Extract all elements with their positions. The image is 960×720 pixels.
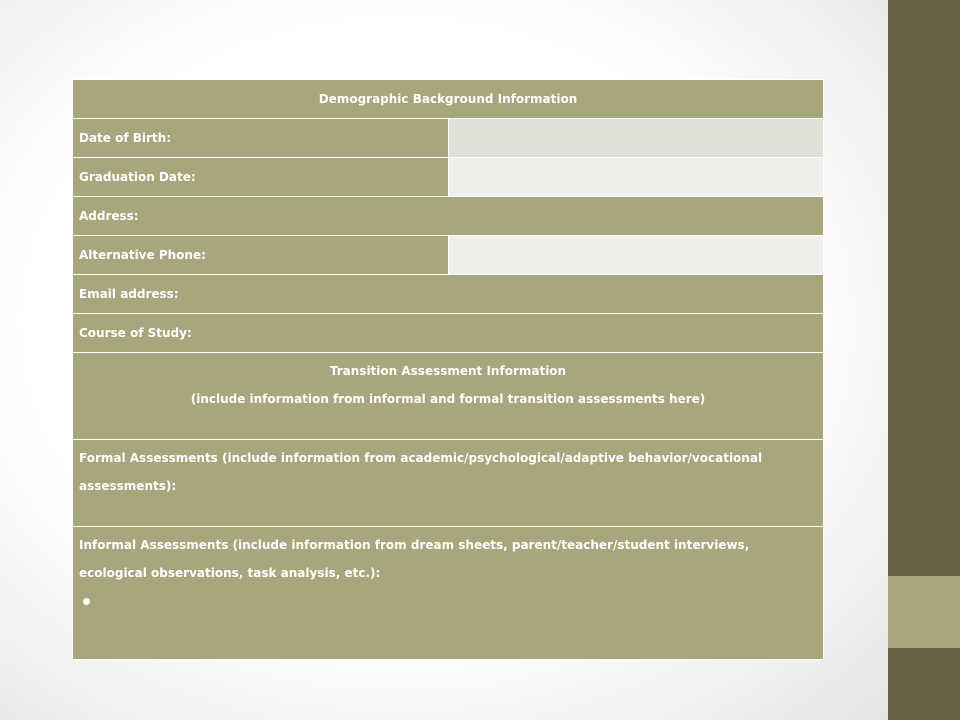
table-header-row: [73, 80, 824, 119]
course-of-study-label: Course of Study:: [73, 314, 824, 353]
informal-assessments-cell: [73, 527, 824, 660]
graduation-date-row: [73, 158, 824, 197]
graduation-date-label: Graduation Date:: [73, 158, 449, 197]
bullet-point-icon: [83, 598, 90, 605]
email-address-label: Email address:: [73, 275, 824, 314]
formal-assessments-label: Formal Assessments (include information from academic/psychological/adaptive behavior/vocational assessments):: [79, 451, 763, 493]
course-of-study-row: [73, 314, 824, 353]
transition-assessment-row: [73, 353, 824, 440]
informal-assessments-row: [73, 527, 824, 660]
date-of-birth-label: Date of Birth:: [73, 119, 449, 158]
transition-assessment-title: Transition Assessment Information: [329, 364, 567, 378]
alternative-phone-label: Alternative Phone:: [73, 236, 449, 275]
address-row: [73, 197, 824, 236]
informal-assessments-label: Informal Assessments (include information from dream sheets, parent/teacher/student interviews, ecological observations, task analysis, etc.):: [79, 538, 750, 580]
transition-assessment-cell: [73, 353, 824, 440]
formal-assessments-cell: [73, 440, 824, 527]
email-address-row: [73, 275, 824, 314]
date-of-birth-field[interactable]: [448, 119, 824, 158]
address-label: Address:: [73, 197, 824, 236]
alternative-phone-field[interactable]: [448, 236, 824, 275]
formal-assessments-row: [73, 440, 824, 527]
side-decoration-accent: [888, 576, 960, 648]
demographic-form-table: [72, 79, 824, 660]
graduation-date-field[interactable]: [448, 158, 824, 197]
date-of-birth-row: [73, 119, 824, 158]
table-header: Demographic Background Information: [73, 80, 824, 119]
alternative-phone-row: [73, 236, 824, 275]
transition-assessment-subtitle: (include information from informal and formal transition assessments here): [190, 392, 706, 406]
